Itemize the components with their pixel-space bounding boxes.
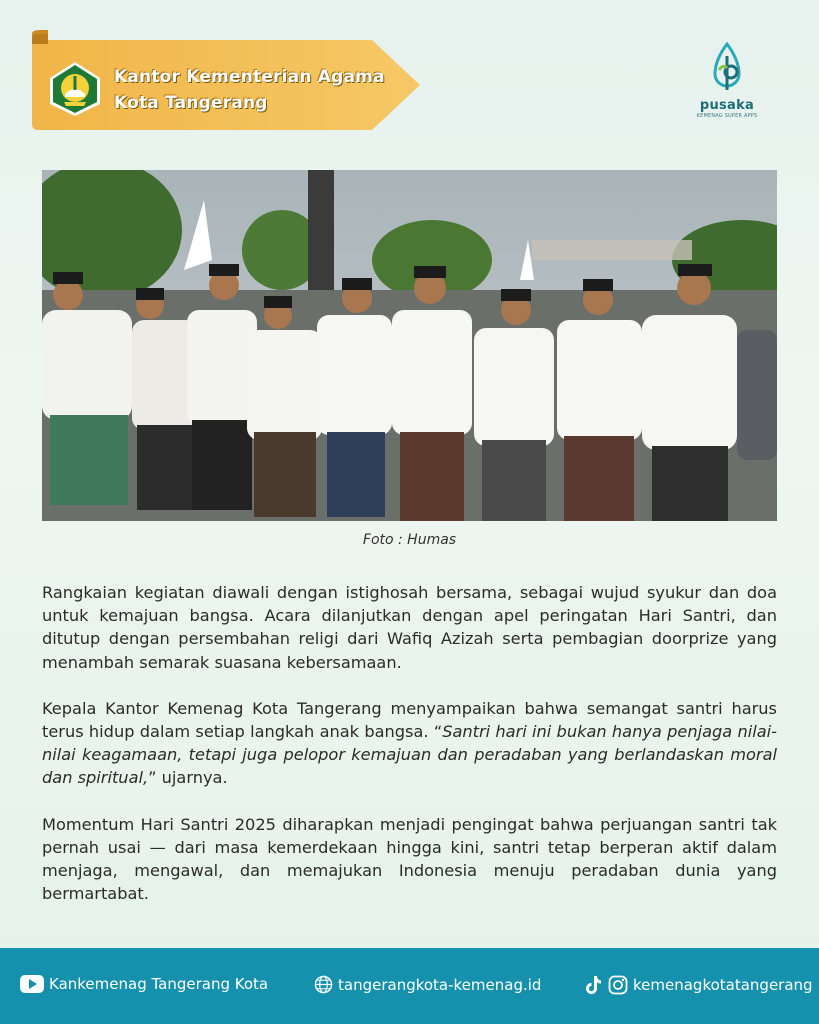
pusaka-drop-icon [709, 42, 745, 94]
office-title [114, 64, 385, 116]
pusaka-wordmark: pusaka [699, 98, 755, 113]
youtube-icon [20, 975, 44, 993]
footer-youtube-link[interactable] [20, 975, 268, 993]
pusaka-tagline: KEMENAG SUPER APPS [696, 113, 758, 119]
footer-bar [0, 948, 819, 1024]
instagram-icon [608, 975, 628, 995]
paragraph-2-outro: ” ujarnya. [148, 768, 228, 788]
article-paragraph-3: Momentum Hari Santri 2025 diharapkan menjadi pengingat bahwa perjuangan santri tak pernah usai — dari masa kemerdekaan hingga kini, santri tetap berperan aktif dalam menjaga, mengawal, dan memajukan Indonesia menuju peradaban dunia yang bermartabat. [42, 814, 777, 904]
website-label: tangerangkota-kemenag.id [338, 975, 542, 994]
photo-caption: Foto : Humas [362, 532, 457, 548]
footer-social-link[interactable] [583, 975, 813, 995]
globe-icon [314, 975, 333, 994]
article-paragraph-2 [42, 697, 777, 790]
article-paragraph-1: Rangkaian kegiatan diawali dengan istighosah bersama, sebagai wujud syukur dan doa untuk kemajuan bangsa. Acara dilanjutkan dengan apel peringatan Hari Santri, dan ditutup dengan persembahan religi dari Wafiq Azizah serta pembagian doorprize yang menambah semarak suasana kebersamaan. [42, 583, 777, 672]
youtube-channel-label: Kankemenag Tangerang Kota [49, 975, 269, 993]
tiktok-icon [583, 975, 603, 995]
office-title-line1: Kantor Kementerian Agama [114, 67, 385, 87]
social-handle-label: kemenagkotatangerang [633, 976, 813, 994]
article-body [42, 581, 777, 928]
header-banner [32, 30, 422, 130]
pusaka-logo [690, 42, 764, 119]
footer-website-link[interactable] [314, 975, 541, 994]
paragraph-2-intro: Kepala Kantor Kemenag Kota Tangerang menyampaikan bahwa semangat santri harus terus hidup dalam setiap langkah anak bangsa. “ [42, 698, 777, 742]
quote-text: Santri hari ini bukan hanya penjaga nilai-nilai keagamaan, tetapi juga pelopor kemajuan dan peradaban yang berlandaskan moral dan spiritual, [42, 722, 777, 788]
office-title-line2: Kota Tangerang [114, 93, 268, 113]
event-photo [42, 170, 777, 521]
kemenag-emblem-icon [46, 60, 104, 118]
